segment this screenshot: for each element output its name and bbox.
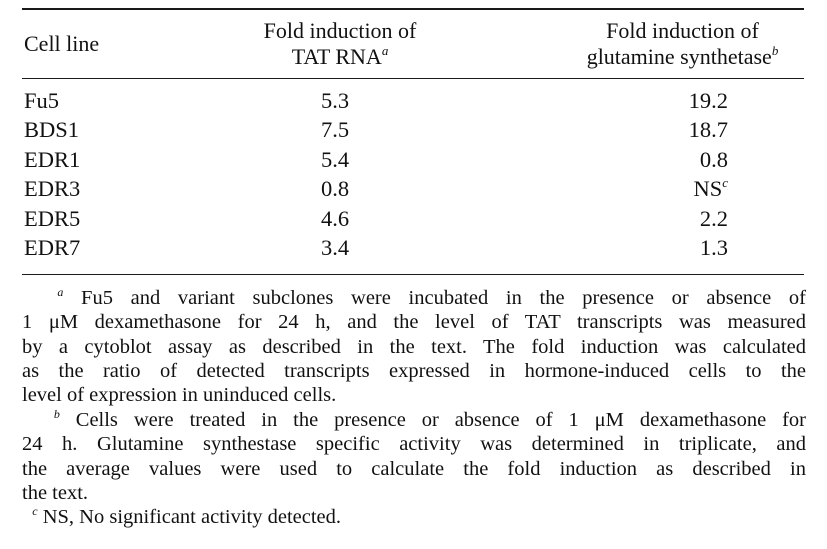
glutamine-synthetase-value bbox=[660, 175, 728, 202]
footnote-marker: b bbox=[53, 407, 60, 421]
glutamine-synthetase-value-text: 18.7 bbox=[688, 117, 728, 143]
table-row bbox=[0, 87, 827, 114]
footnote-ref-a: a bbox=[381, 43, 389, 58]
footnote-ref-c: c bbox=[722, 175, 728, 191]
footnote-line bbox=[22, 286, 806, 310]
footnote-text: by a cytoblot assay as described in the text. The fold induction was calculated bbox=[22, 335, 806, 358]
footnote-marker: a bbox=[57, 285, 64, 299]
glutamine-synthetase-value bbox=[660, 116, 728, 143]
footnote-line bbox=[22, 457, 806, 481]
footnote-b bbox=[22, 408, 806, 505]
cell-line-name: EDR1 bbox=[24, 146, 81, 172]
table-row bbox=[0, 205, 827, 232]
cell-line-name: BDS1 bbox=[24, 117, 80, 143]
glutamine-synthetase-value bbox=[660, 87, 728, 114]
footnote-text: 1 μM dexamethasone for 24 h, and the level of TAT transcripts was measured bbox=[22, 311, 806, 334]
cell-line-name: EDR3 bbox=[24, 176, 81, 202]
footnote-line bbox=[22, 432, 806, 456]
tat-rna-value: 5.4 bbox=[320, 146, 350, 172]
tat-rna-value: 4.6 bbox=[320, 205, 350, 231]
header-glutamine-synthetase: Fold induction of glutamine synthetase$^b$ bbox=[586, 18, 779, 69]
footnote-text: 24 h. Glutamine synthestase specific activity was determined in triplicate, and bbox=[22, 433, 806, 456]
glutamine-synthetase-value bbox=[660, 234, 728, 261]
footnote-marker: c bbox=[32, 504, 38, 518]
cell-line-name: EDR5 bbox=[24, 205, 81, 231]
footnote-line bbox=[22, 310, 806, 334]
footnote-text: the text. bbox=[22, 481, 89, 504]
top-rule bbox=[22, 8, 804, 10]
header-rule bbox=[22, 78, 804, 79]
cell-line-name: Fu5 bbox=[24, 88, 60, 113]
footnote-text: level of expression in uninduced cells. bbox=[22, 384, 337, 407]
footnote-text: Cells were treated in the presence or absence of 1 μM dexamethasone for bbox=[75, 409, 807, 431]
footnote-text: as the ratio of detected transcripts expressed in hormone-induced cells to the bbox=[22, 359, 806, 382]
footnote-line bbox=[22, 408, 806, 432]
bottom-rule bbox=[22, 274, 804, 275]
glutamine-synthetase-value bbox=[660, 205, 728, 232]
footnote-text: the average values were used to calculate the fold induction as described in bbox=[22, 457, 806, 480]
glutamine-synthetase-value bbox=[660, 146, 728, 173]
footnote-a bbox=[22, 286, 806, 407]
header-tat-rna: Fold induction of TAT RNA$^a$ bbox=[263, 18, 417, 69]
footnote-text: Fu5 and variant subclones were incubated in the presence or absence of bbox=[81, 287, 807, 309]
tat-rna-value: 3.4 bbox=[320, 235, 350, 260]
glutamine-synthetase-value-text: NS bbox=[693, 176, 723, 202]
footnote-line bbox=[22, 335, 806, 359]
footnote-text: NS, No significant activity detected. bbox=[42, 506, 342, 528]
table-row bbox=[0, 234, 827, 261]
table-row bbox=[0, 116, 827, 143]
glutamine-synthetase-value-text: 2.2 bbox=[699, 205, 728, 231]
cell-line-name: EDR7 bbox=[24, 235, 81, 260]
glutamine-synthetase-value-text: 0.8 bbox=[699, 146, 728, 172]
glutamine-synthetase-value-text: 19.2 bbox=[688, 88, 728, 113]
tat-rna-value: 0.8 bbox=[320, 176, 350, 202]
footnote-line bbox=[22, 359, 806, 383]
table-row bbox=[0, 146, 827, 173]
header-cell-line: Cell line bbox=[24, 31, 100, 56]
footnote-line bbox=[22, 505, 806, 529]
tat-rna-value: 5.3 bbox=[320, 88, 350, 113]
footnote-line bbox=[22, 481, 806, 505]
table-row bbox=[0, 175, 827, 202]
tat-rna-value: 7.5 bbox=[320, 117, 350, 143]
footnote-line bbox=[22, 383, 806, 407]
glutamine-synthetase-value-text: 1.3 bbox=[699, 235, 728, 260]
footnote-c bbox=[22, 505, 806, 529]
footnote-ref-b: b bbox=[771, 43, 779, 58]
